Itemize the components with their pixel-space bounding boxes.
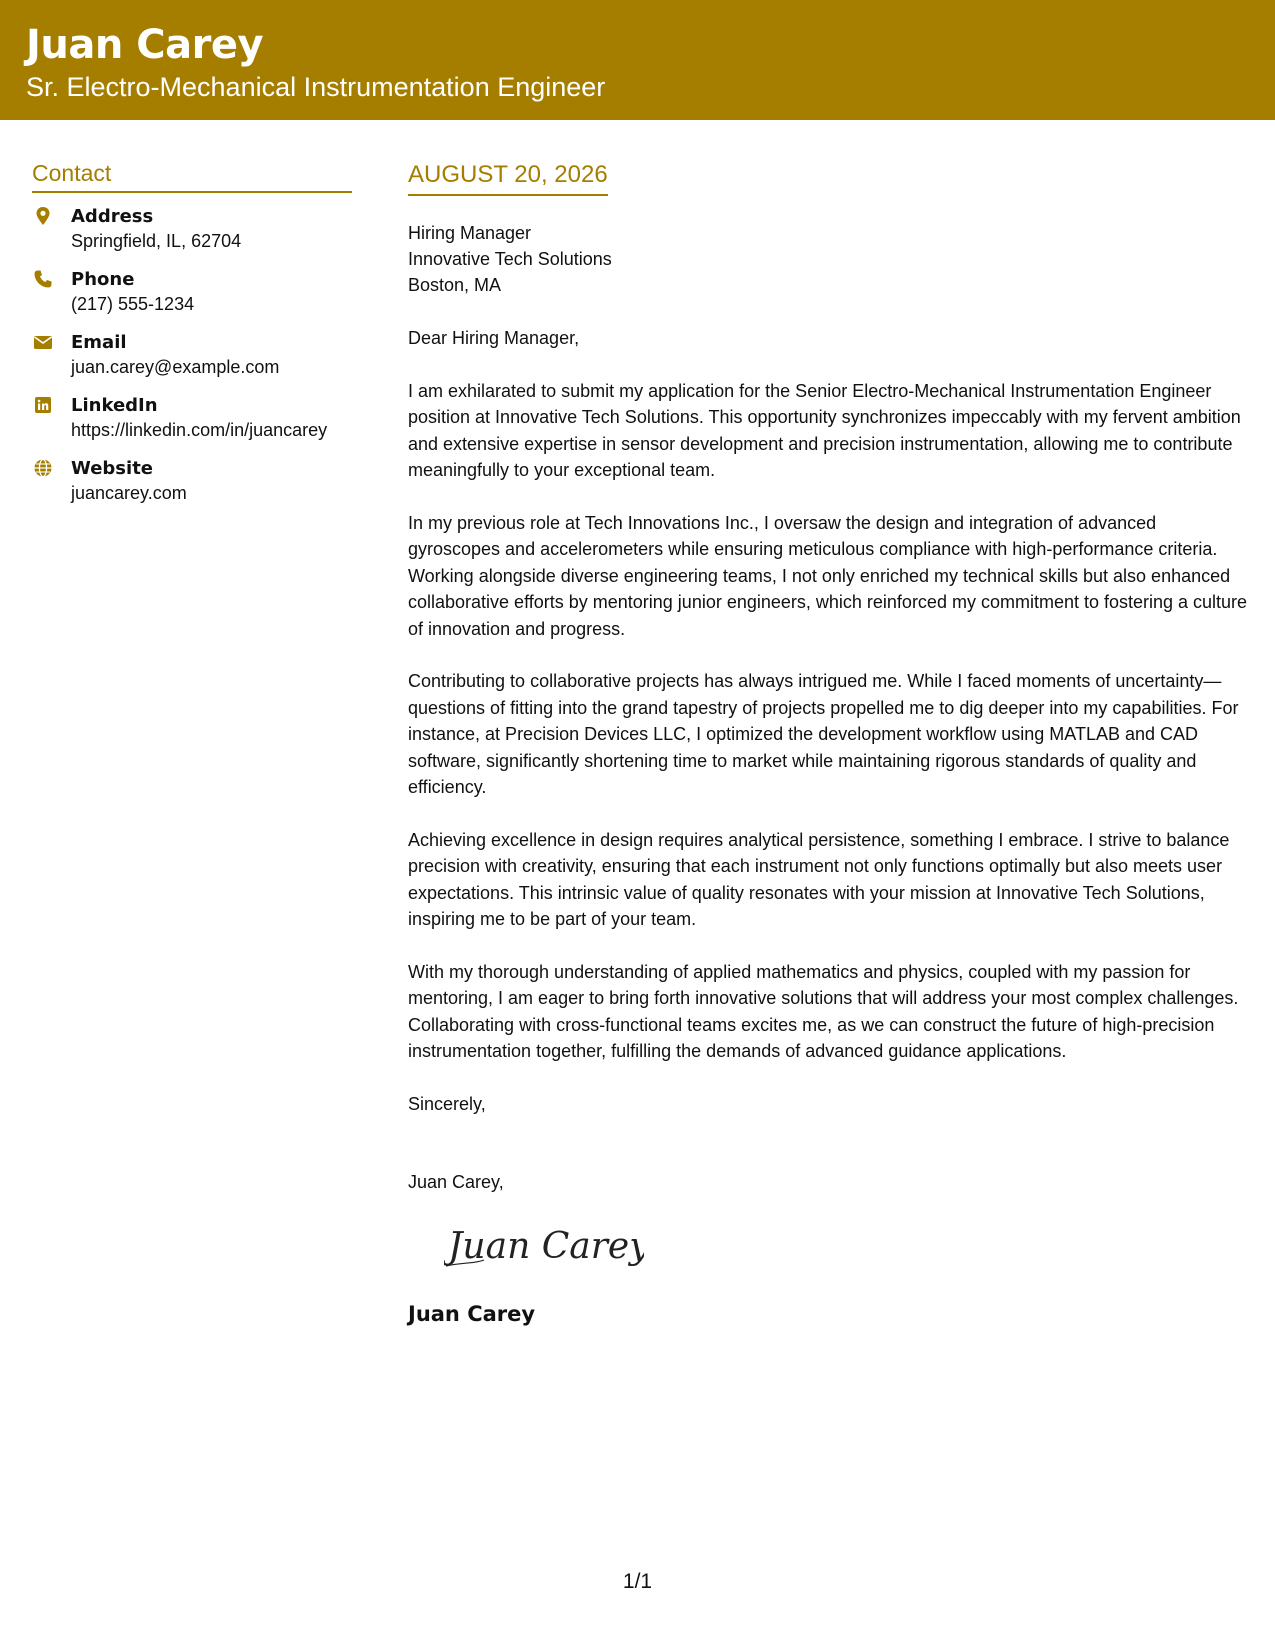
signature [444,1218,644,1280]
contact-linkedin [32,394,352,457]
recipient-line: Hiring Manager [408,223,532,243]
closing: Sincerely, [408,1093,486,1114]
contact-email [32,331,352,394]
body-paragraph: Contributing to collaborative projects has always intrigued me. While I faced moments of uncertainty—questions of fitting into the grand tapestry of projects propelled me to dig deeper into my capabilities. For instance, at Precision Devices LLC, I optimized the development workflow using MATLAB and CAD software, significantly shortening time to market while maintaining rigorous standards of quality and efficiency. [408,671,1239,797]
applicant-title: Sr. Electro-Mechanical Instrumentation Engineer [26,72,606,102]
recipient-line: Boston, MA [408,275,502,295]
map-pin-icon [33,206,53,226]
phone-icon [33,269,53,289]
body-paragraph: In my previous role at Tech Innovations Inc., I oversaw the design and integration of advanced gyroscopes and accelerometers while ensuring meticulous compliance with high-performance criteria. Working alongside diverse engineering teams, I not only enriched my technical skills but also enhanced collaborative efforts by mentoring junior engineers, which reinforced my commitment to fostering a culture of innovation and progress. [408,512,1248,639]
contact-label: LinkedIn [71,395,158,416]
letter-date: AUGUST 20, 2026 [408,160,608,196]
contact-value: juan.carey@example.com [71,357,280,377]
salutation: Dear Hiring Manager, [408,328,580,348]
contact-label: Email [71,332,127,353]
contact-address [32,205,352,268]
contact-label: Phone [71,269,135,290]
contact-heading: Contact [32,160,352,193]
contact-value: https://linkedin.com/in/juancarey [71,420,328,440]
signature-text: Juan Carey [448,1225,644,1267]
envelope-icon [33,332,53,352]
contact-value: Springfield, IL, 62704 [71,231,242,251]
applicant-name: Juan Carey [26,22,264,68]
contact-label: Website [71,458,154,479]
header-banner [0,0,1275,120]
body-paragraph: Achieving excellence in design requires analytical persistence, something I embrace. I strive to balance precision with creativity, ensuring that each instrument not only functions optimally but also meets user expectations. This intrinsic value of quality resonates with your mission at Innovative Tech Solutions, inspiring me to be part of your team. [408,829,1230,929]
contact-value: (217) 555-1234 [71,294,195,314]
linkedin-icon [33,395,53,415]
contact-website [32,457,352,520]
recipient-line: Innovative Tech Solutions [408,249,612,269]
body-paragraph: With my thorough understanding of applied mathematics and physics, coupled with my passion for mentoring, I am eager to bring forth innovative solutions that will address your most complex challenges. Collaborating with cross-functional teams excites me, as we can construct the future of high-precision instrumentation together, fulfilling the demands of advanced guidance applications. [408,961,1239,1061]
final-name: Juan Carey [408,1302,536,1326]
contact-value: juancarey.com [71,483,187,503]
globe-icon [33,458,53,478]
contact-label: Address [71,206,154,227]
contact-phone [32,268,352,331]
signoff-name: Juan Carey, [408,1172,504,1192]
contact-sidebar [32,160,352,520]
page-number: 1/1 [622,1570,653,1593]
body-paragraph: I am exhilarated to submit my application for the Senior Electro-Mechanical Instrumentation Engineer position at Innovative Tech Solutions. This opportunity synchronizes impeccably with my fervent ambition and extensive expertise in sensor development and precision instrumentation, allowing me to contribute meaningfully to your exceptional team. [408,380,1241,480]
letter-body [408,160,1253,1328]
recipient-block [408,220,1253,298]
